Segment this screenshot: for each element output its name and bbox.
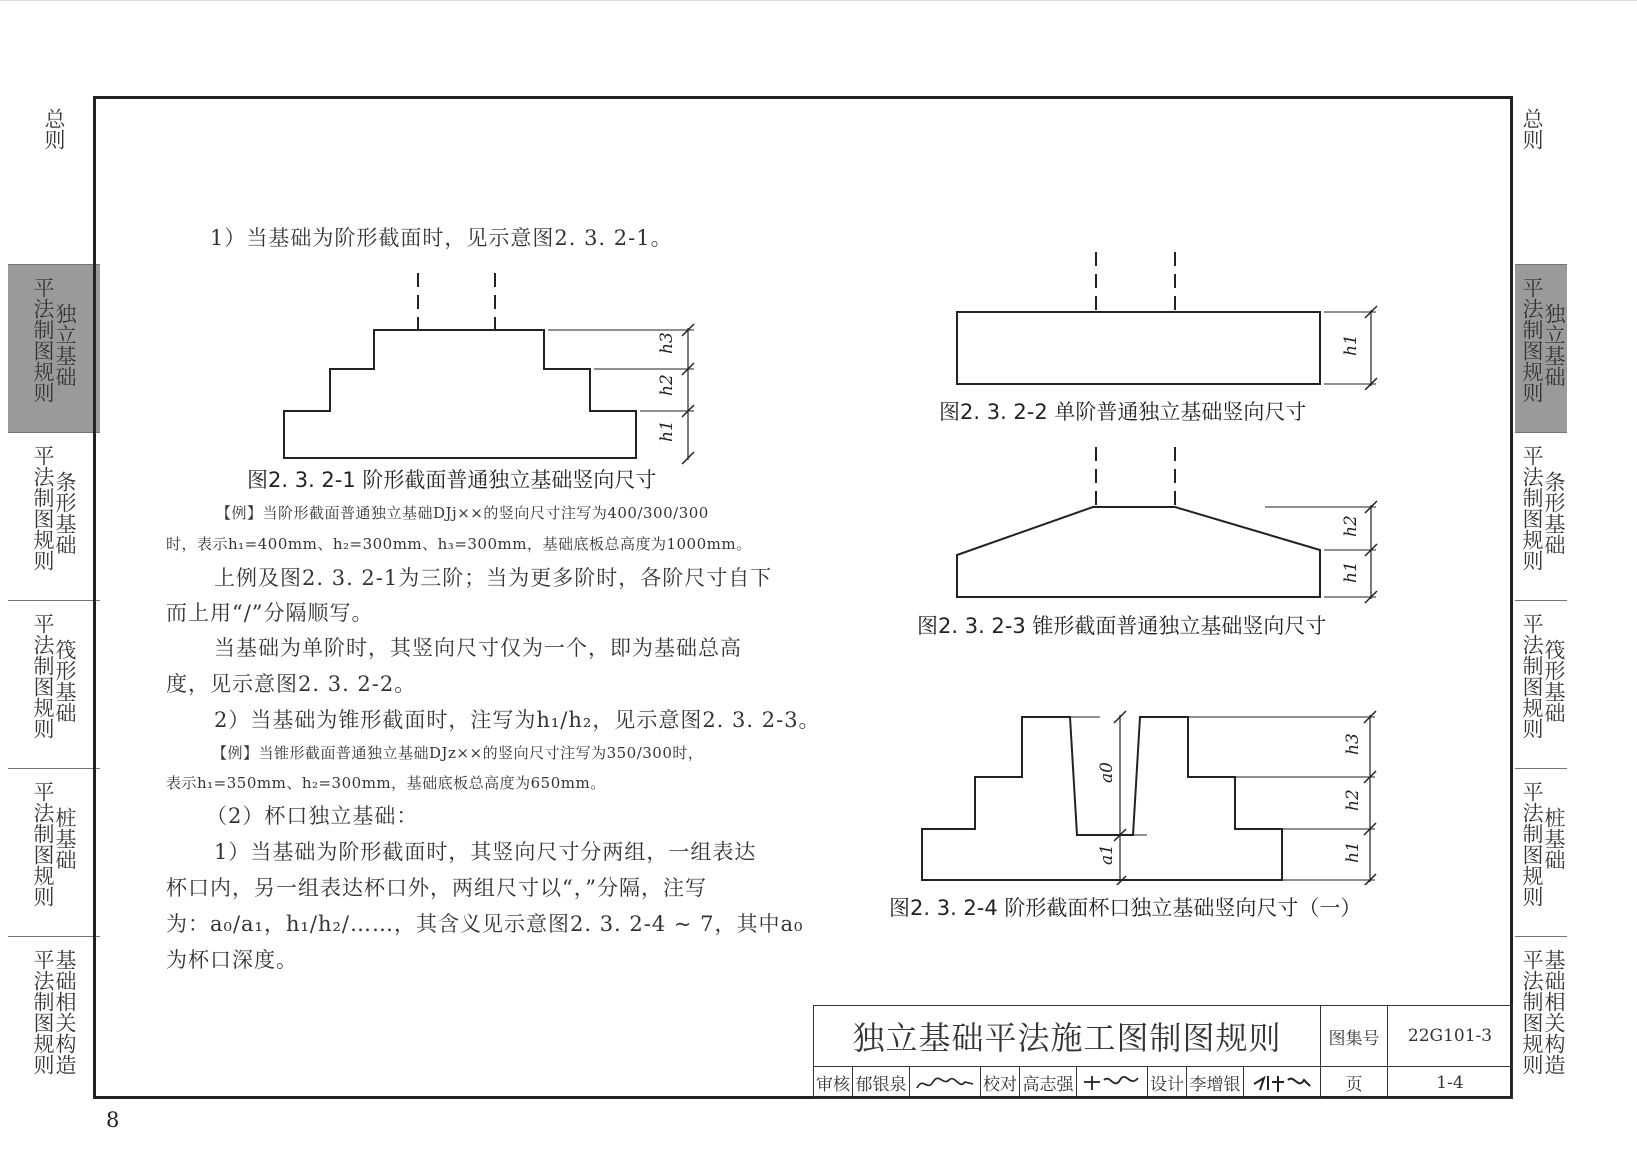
label-h2-fig3: h2 (1341, 515, 1361, 537)
tab-strip-foundation[interactable]: 平法制图规则 条形基础 (8, 432, 100, 600)
label-h3-fig4: h3 (1343, 733, 1363, 755)
tab-isolated-foundation[interactable]: 平法制图规则 独立基础 (8, 264, 100, 432)
caption-fig1: 图2. 3. 2-1 阶形截面普通独立基础竖向尺寸 (247, 468, 657, 492)
label-h3: h3 (657, 332, 677, 354)
tab-general-right[interactable]: 总则 (1520, 108, 1544, 150)
text-para2-line1: 上例及图2. 3. 2-1为三阶；当为更多阶时，各阶尺寸自下 (214, 566, 773, 590)
tab-pile-foundation[interactable]: 平法制图规则 桩基础 (8, 768, 100, 936)
example-1-line1: 【例】当阶形截面普通独立基础DJj××的竖向尺寸注写为400/300/300 (216, 504, 709, 522)
tab-raft-foundation[interactable]: 平法制图规则 筏形基础 (8, 600, 100, 768)
check-label: 校对 (980, 1066, 1020, 1099)
tab-foundation-related-right[interactable]: 平法制图规则 基础相关构造 (1515, 936, 1567, 1099)
left-sidebar (8, 96, 100, 1099)
text-para3-line1: 当基础为单阶时，其竖向尺寸仅为一个，即为基础总高 (214, 636, 742, 660)
label-h1-fig4: h1 (1343, 841, 1363, 863)
page-number: 8 (106, 1108, 120, 1132)
tab-foundation-related[interactable]: 平法制图规则 基础相关构造 (8, 936, 100, 1099)
label-h2: h2 (657, 374, 677, 396)
figure-cup-stepped-foundation (915, 705, 1395, 885)
caption-fig2: 图2. 3. 2-2 单阶普通独立基础竖向尺寸 (939, 400, 1307, 424)
title-block (813, 1005, 1513, 1099)
text-cone-section: 2）当基础为锥形截面时，注写为h₁/h₂，见示意图2. 3. 2-3。 (214, 708, 821, 732)
tab-isolated-foundation-right[interactable]: 平法制图规则 独立基础 (1515, 264, 1567, 432)
label-h1-fig2: h1 (1341, 334, 1361, 356)
figure-stepped-foundation (270, 268, 710, 468)
tab-general[interactable]: 总则 (42, 108, 66, 150)
reviewer-signature (909, 1066, 981, 1099)
atlas-number: 22G101-3 (1387, 1005, 1513, 1067)
atlas-label: 图集号 (1320, 1005, 1388, 1067)
example-1-line2: 时，表示h₁=400mm、h₂=300mm、h₃=300mm，基础底板总高度为1000mm。 (166, 535, 752, 553)
tab-pile-foundation-right[interactable]: 平法制图规则 桩基础 (1515, 768, 1567, 936)
text-para6-line4: 为杯口深度。 (166, 948, 298, 972)
caption-fig3: 图2. 3. 2-3 锥形截面普通独立基础竖向尺寸 (917, 614, 1327, 638)
figure-cone-foundation (950, 445, 1390, 605)
text-para6-line1: 1）当基础为阶形截面时，其竖向尺寸分两组，一组表达 (214, 840, 757, 864)
design-label: 设计 (1147, 1066, 1187, 1099)
label-a0: a0 (1097, 762, 1117, 783)
text-para6-line2: 杯口内，另一组表达杯口外，两组尺寸以“，”分隔，注写 (166, 876, 707, 900)
label-a1: a1 (1097, 844, 1117, 865)
review-label: 审核 (813, 1066, 853, 1099)
reviewer-name: 郁银泉 (852, 1066, 910, 1099)
caption-fig4: 图2. 3. 2-4 阶形截面杯口独立基础竖向尺寸（一） (889, 896, 1362, 920)
text-para3-line2: 度，见示意图2. 3. 2-2。 (166, 672, 417, 696)
text-para6-line3: 为：a₀/a₁，h₁/h₂/……，其含义见示意图2. 3. 2-4 ~ 7，其中a₀ (166, 912, 804, 936)
drawing-title: 独立基础平法施工图制图规则 (813, 1005, 1321, 1067)
page-code: 1-4 (1387, 1066, 1513, 1099)
example-2-line1: 【例】当锥形截面普通独立基础DJz××的竖向尺寸注写为350/300时， (212, 744, 704, 762)
page-label: 页 (1320, 1066, 1388, 1099)
checker-name: 高志强 (1019, 1066, 1077, 1099)
text-para2-line2: 而上用“/”分隔顺写。 (166, 601, 374, 625)
designer-name: 李增银 (1186, 1066, 1244, 1099)
label-h2-fig4: h2 (1343, 789, 1363, 811)
right-sidebar (1515, 96, 1567, 1099)
tab-strip-foundation-right[interactable]: 平法制图规则 条形基础 (1515, 432, 1567, 600)
checker-signature (1076, 1066, 1148, 1099)
figure-single-step-foundation (950, 250, 1390, 390)
tab-raft-foundation-right[interactable]: 平法制图规则 筏形基础 (1515, 600, 1567, 768)
example-2-line2: 表示h₁=350mm、h₂=300mm，基础底板总高度为650mm。 (166, 774, 606, 792)
designer-signature (1243, 1066, 1321, 1099)
text-step-section: 1）当基础为阶形截面时，见示意图2. 3. 2-1。 (210, 226, 673, 250)
label-h1-fig3: h1 (1341, 561, 1361, 583)
text-cup-foundation: （2）杯口独立基础： (206, 804, 419, 828)
label-h1: h1 (657, 420, 677, 442)
